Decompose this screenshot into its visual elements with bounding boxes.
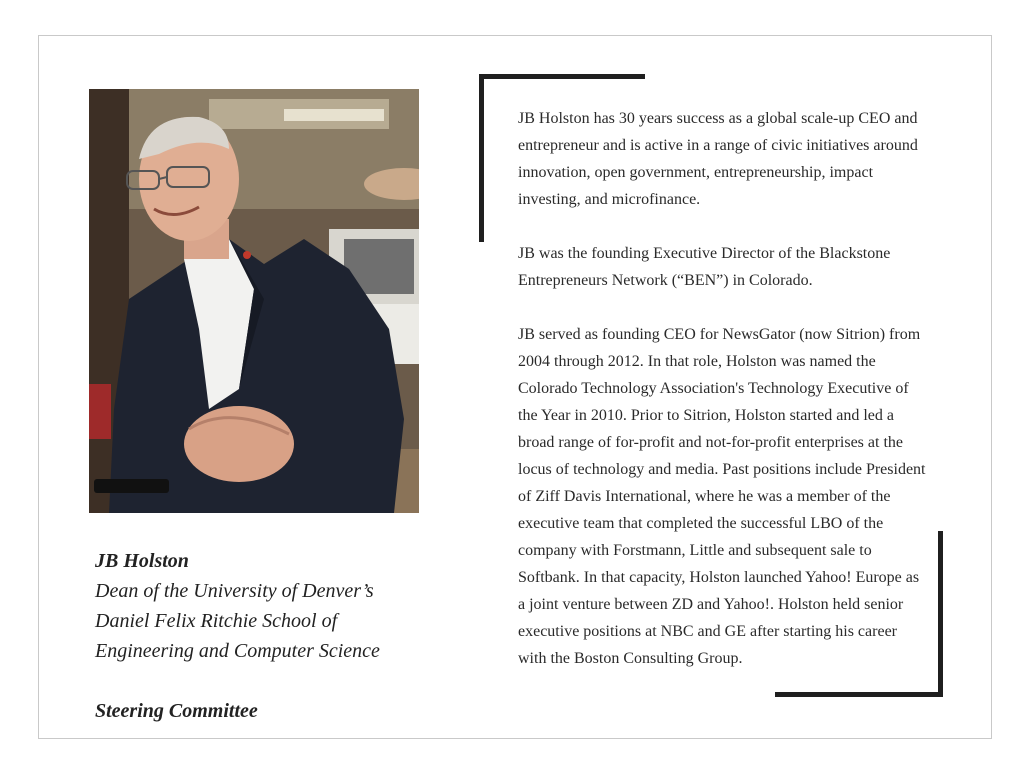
top-left-bracket-vertical — [479, 74, 484, 242]
portrait-photo — [89, 89, 419, 513]
committee-role: Steering Committee — [95, 700, 258, 722]
bio-paragraph-2: JB was the founding Executive Director of the Blackstone Entrepreneurs Network (“BEN”) in Colorado. — [518, 245, 891, 289]
bio-paragraph-3: JB served as founding CEO for NewsGator (now Sitrion) from 2004 through 2012. In that role, Holston was named the Colorado Technology Association's Technology Executive of the Year in 2010. Prior to Sitrion, Holston started and led a broad range of for-profit and not-for-profit enterprises at the locus of technology and media. Past positions include President of Ziff Davis International, where he was a member of the executive team that completed the successful LBO of the company with Forstmann, Little and subsequent sale to Softbank. In that capacity, Holston launched Yahoo! Europe as a joint venture between ZD and Yahoo!. Holston held senior executive positions at NBC and GE after starting his career with the Boston Consulting Group. — [518, 326, 926, 667]
person-title-line-2: Daniel Felix Ritchie School of — [95, 610, 338, 632]
top-left-bracket-horizontal — [479, 74, 645, 79]
person-title-line-1: Dean of the University of Denver’s — [95, 580, 374, 602]
person-name: JB Holston — [95, 550, 189, 572]
bio-text — [518, 105, 928, 672]
bio-paragraph-1: JB Holston has 30 years success as a global scale-up CEO and entrepreneur and is active in a range of civic initiatives around innovation, open government, entrepreneurship, impact investing, and microfinance. — [518, 110, 918, 208]
person-title-line-3: Engineering and Computer Science — [95, 640, 380, 662]
bottom-right-bracket-vertical — [938, 531, 943, 697]
bottom-right-bracket-horizontal — [775, 692, 943, 697]
profile-caption — [95, 546, 435, 726]
portrait-illustration — [89, 89, 419, 513]
